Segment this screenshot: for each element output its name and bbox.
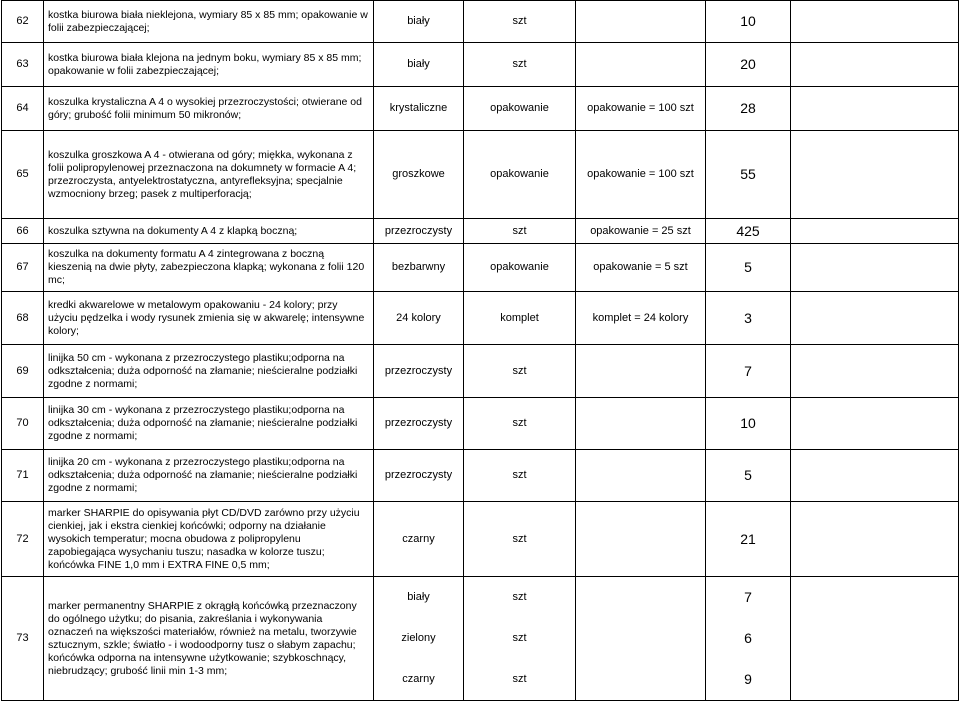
table-row: [2, 398, 959, 450]
item-unit: szt: [464, 1, 576, 43]
table-row: [2, 502, 959, 577]
products-table: [1, 0, 959, 701]
item-pack: [576, 345, 706, 398]
row-number: 67: [2, 244, 44, 292]
item-unit: szt: [464, 450, 576, 502]
item-quantity: 21: [706, 502, 791, 577]
item-pack: [576, 398, 706, 450]
item-unit: szt: [464, 345, 576, 398]
item-unit: komplet: [464, 292, 576, 345]
empty-cell: [791, 131, 959, 219]
row-number: 62: [2, 1, 44, 43]
item-pack: [576, 43, 706, 87]
item-quantity: 6: [744, 630, 752, 646]
item-quantity: 20: [706, 43, 791, 87]
row-number: 69: [2, 345, 44, 398]
item-color: przezroczysty: [374, 398, 464, 450]
table-row: [2, 450, 959, 502]
item-unit: szt: [512, 632, 527, 644]
item-pack: opakowanie = 5 szt: [576, 244, 706, 292]
item-unit: opakowanie: [464, 87, 576, 131]
item-description: marker permanentny SHARPIE z okrągłą końcówką przeznaczony do ogólnego użytku; do pisania, zakreślania i wykonywania oznaczeń na większości materiałów, również na metalu, tworzywie sztucznym, szkle; światło - i wodoodporny tusz o słabym zapachu; końcówka odporna na intensywne użytkowanie; szybkoschnący, niebrudzący; grubość linii min 1-3 mm;: [44, 577, 374, 701]
item-pack: [576, 450, 706, 502]
item-description: koszulka sztywna na dokumenty A 4 z klapką boczną;: [44, 219, 374, 244]
table-row: [2, 43, 959, 87]
row-number: 72: [2, 502, 44, 577]
empty-cell: [791, 219, 959, 244]
item-quantity: 28: [706, 87, 791, 131]
item-unit-list: [464, 577, 576, 701]
item-color: przezroczysty: [374, 345, 464, 398]
row-number: 64: [2, 87, 44, 131]
item-unit: szt: [464, 398, 576, 450]
table-row: [2, 87, 959, 131]
row-number: 71: [2, 450, 44, 502]
item-unit: szt: [464, 219, 576, 244]
item-color-list: [374, 577, 464, 701]
item-color: przezroczysty: [374, 219, 464, 244]
item-description: koszulka groszkowa A 4 - otwierana od góry; miękka, wykonana z folii polipropylenowej przeznaczona na dokumnety w formacie A 4; przezroczysta, antyelektrostatyczna, antyrefleksyjna; specjalnie wzmocniony brzeg; pasek z multiperforacją;: [44, 131, 374, 219]
item-color: biały: [374, 1, 464, 43]
item-description: koszulka na dokumenty formatu A 4 zintegrowana z boczną kieszenią na dwie płyty, zabezpieczona klapką; wykonana z folii 120 mc;: [44, 244, 374, 292]
item-pack: opakowanie = 100 szt: [576, 131, 706, 219]
table-row: [2, 131, 959, 219]
row-number: 66: [2, 219, 44, 244]
row-number: 65: [2, 131, 44, 219]
item-description: kostka biurowa biała nieklejona, wymiary 85 x 85 mm; opakowanie w folii zabezpieczającej;: [44, 1, 374, 43]
empty-cell: [791, 345, 959, 398]
item-quantity: 7: [706, 345, 791, 398]
item-quantity: 7: [744, 589, 752, 605]
item-description: linijka 30 cm - wykonana z przezroczystego plastiku;odporna na odkształcenia; duża odporność na złamanie; nieścieralne podziałki zgodne z normami;: [44, 398, 374, 450]
item-pack: opakowanie = 100 szt: [576, 87, 706, 131]
item-quantity: 55: [706, 131, 791, 219]
item-quantity-list: [706, 577, 791, 701]
table-row: [2, 1, 959, 43]
item-color: biały: [374, 43, 464, 87]
row-number: 68: [2, 292, 44, 345]
item-color: czarny: [402, 673, 435, 685]
item-unit: szt: [512, 673, 527, 685]
item-description: linijka 50 cm - wykonana z przezroczystego plastiku;odporna na odkształcenia; duża odporność na złamanie; nieścieralne podziałki zgodne z normami;: [44, 345, 374, 398]
empty-cell: [791, 43, 959, 87]
empty-cell: [791, 244, 959, 292]
table-row: [2, 345, 959, 398]
item-unit: opakowanie: [464, 244, 576, 292]
item-description: kredki akwarelowe w metalowym opakowaniu - 24 kolory; przy użyciu pędzelka i wody rysunek zmienia się w akwarelę; intensywne kolory;: [44, 292, 374, 345]
item-unit: szt: [512, 591, 527, 603]
row-number: 63: [2, 43, 44, 87]
item-unit: szt: [464, 43, 576, 87]
item-unit: szt: [464, 502, 576, 577]
item-pack: opakowanie = 25 szt: [576, 219, 706, 244]
item-color: 24 kolory: [374, 292, 464, 345]
item-pack: [576, 502, 706, 577]
item-pack: [576, 1, 706, 43]
empty-cell: [791, 1, 959, 43]
table-row: [2, 577, 959, 701]
table-row: [2, 219, 959, 244]
item-color: groszkowe: [374, 131, 464, 219]
item-color: biały: [407, 591, 430, 603]
item-description: linijka 20 cm - wykonana z przezroczystego plastiku;odporna na odkształcenia; duża odporność na złamanie; nieścieralne podziałki zgodne z normami;: [44, 450, 374, 502]
table-row: [2, 292, 959, 345]
item-quantity: 425: [706, 219, 791, 244]
item-quantity: 10: [706, 1, 791, 43]
item-unit: opakowanie: [464, 131, 576, 219]
table-row: [2, 244, 959, 292]
item-quantity: 10: [706, 398, 791, 450]
item-quantity: 5: [706, 450, 791, 502]
item-color: zielony: [401, 632, 436, 644]
item-color: bezbarwny: [374, 244, 464, 292]
empty-cell: [791, 577, 959, 701]
item-color: czarny: [374, 502, 464, 577]
row-number: 73: [2, 577, 44, 701]
item-description: koszulka krystaliczna A 4 o wysokiej przezroczystości; otwierane od góry; grubość folii minimum 50 mikronów;: [44, 87, 374, 131]
item-pack: komplet = 24 kolory: [576, 292, 706, 345]
row-number: 70: [2, 398, 44, 450]
item-quantity: 3: [706, 292, 791, 345]
item-quantity: 5: [706, 244, 791, 292]
item-description: marker SHARPIE do opisywania płyt CD/DVD zarówno przy użyciu cienkiej, jak i ekstra cienkiej końcówki; odporny na działanie wysokich temperatur; mocna obudowa z polipropylenu zapobiegająca wysychaniu tuszu; nasadka w kolorze tuszu; końcówka FINE 1,0 mm i EXTRA FINE 0,5 mm;: [44, 502, 374, 577]
item-quantity: 9: [744, 671, 752, 687]
empty-cell: [791, 398, 959, 450]
item-color: krystaliczne: [374, 87, 464, 131]
item-description: kostka biurowa biała klejona na jednym boku, wymiary 85 x 85 mm; opakowanie w folii zabezpieczającej;: [44, 43, 374, 87]
empty-cell: [791, 502, 959, 577]
item-color: przezroczysty: [374, 450, 464, 502]
empty-cell: [791, 87, 959, 131]
item-pack: [576, 577, 706, 701]
empty-cell: [791, 450, 959, 502]
empty-cell: [791, 292, 959, 345]
